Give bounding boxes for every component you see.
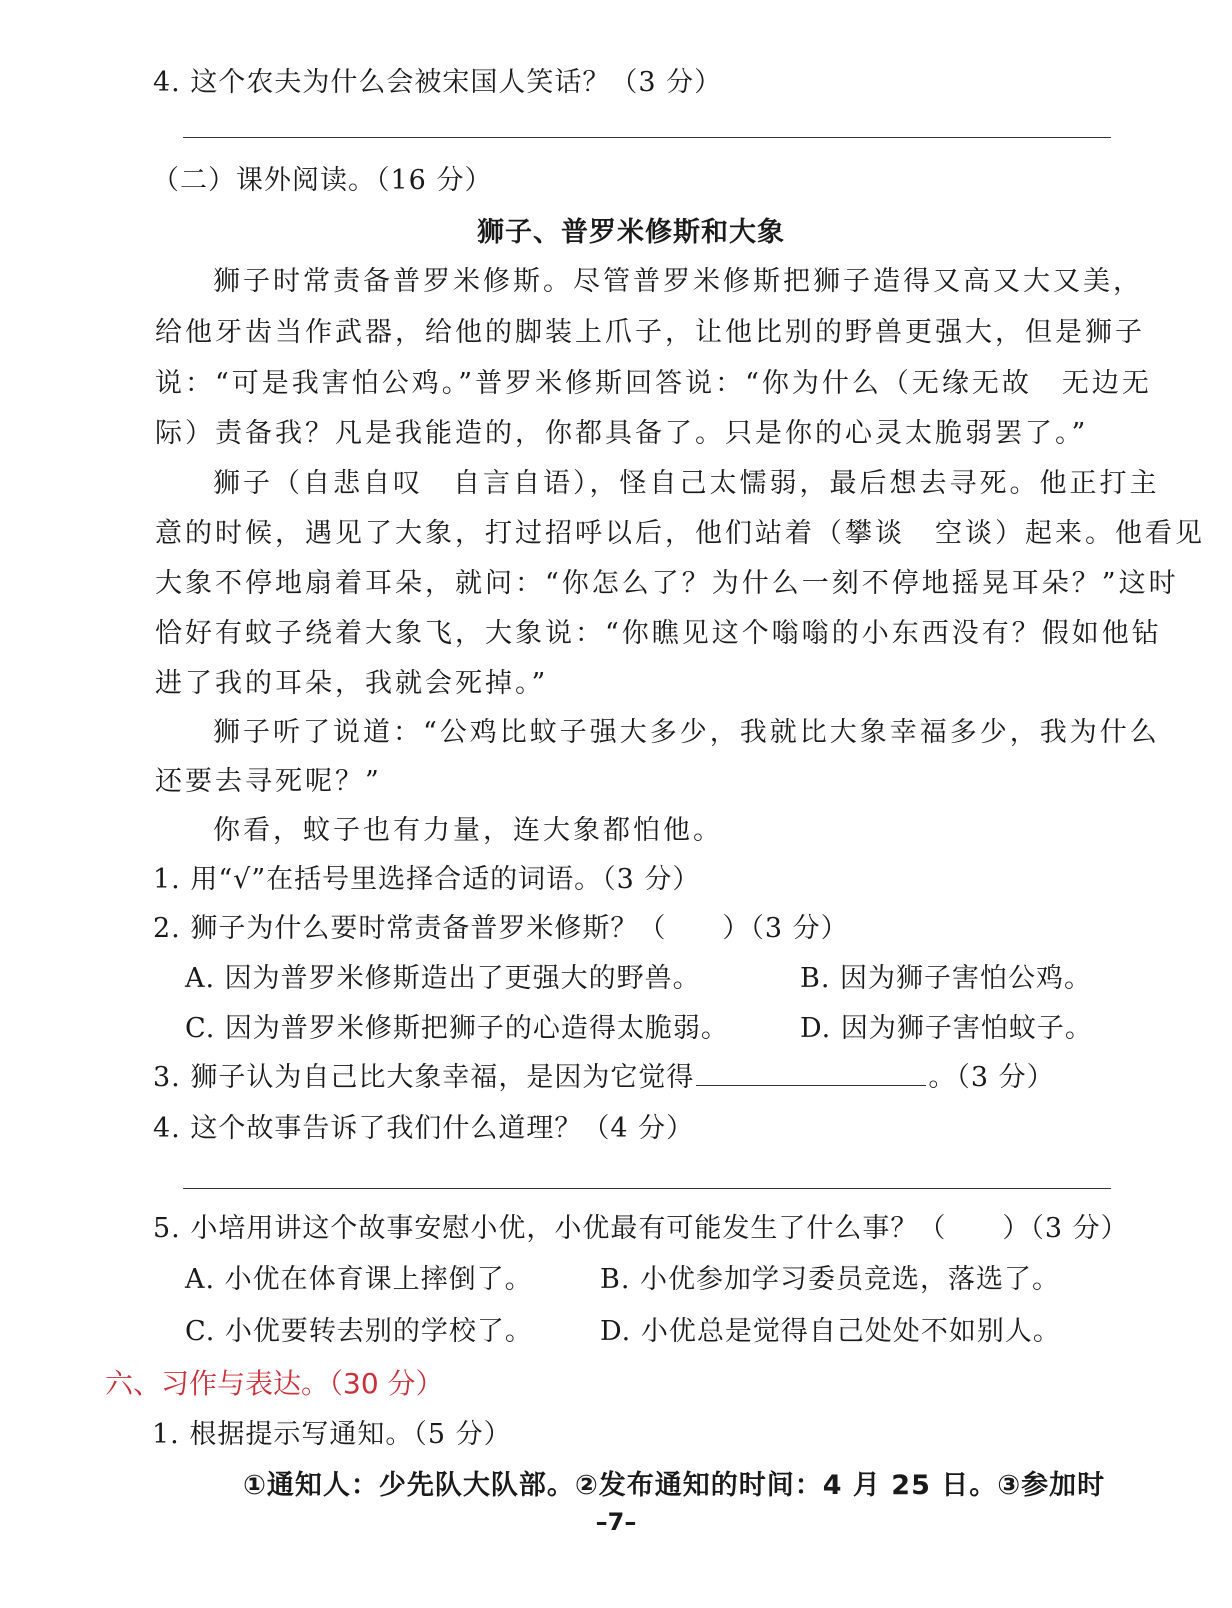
story-line-9: 进了我的耳朵，我就会死掉。” bbox=[155, 668, 549, 699]
section-6-heading: 六、习作与表达。（30 分） bbox=[105, 1367, 444, 1400]
question-2-option-a: A. 因为普罗米修斯造出了更强大的野兽。 bbox=[185, 963, 701, 994]
question-5-option-c: C. 小优要转去别的学校了。 bbox=[185, 1316, 533, 1347]
story-line-7: 大象不停地扇着耳朵，就问：“你怎么了？为什么一刻不停地摇晃耳朵？”这时 bbox=[155, 568, 1179, 599]
section-6-question-1: 1. 根据提示写通知。（5 分） bbox=[152, 1419, 512, 1450]
story-line-5: 狮子（自悲自叹 自言自语），怪自己太懦弱，最后想去寻死。他正打主 bbox=[213, 468, 1160, 499]
question-2-option-b: B. 因为狮子害怕公鸡。 bbox=[800, 963, 1093, 994]
story-title: 狮子、普罗米修斯和大象 bbox=[477, 217, 785, 248]
story-line-10: 狮子听了说道：“公鸡比蚊子强大多少，我就比大象幸福多少，我为什么 bbox=[213, 717, 1160, 748]
story-line-6: 意的时候，遇见了大象，打过招呼以后，他们站着（攀谈 空谈）起来。他看见 bbox=[155, 518, 1205, 549]
story-line-2: 给他牙齿当作武器，给他的脚装上爪子，让他比别的野兽更强大，但是狮子 bbox=[155, 317, 1145, 348]
question-2: 2. 狮子为什么要时常责备普罗米修斯？（ ）（3 分） bbox=[153, 913, 849, 944]
story-line-11: 还要去寻死呢？” bbox=[155, 766, 382, 797]
page-number: –7– bbox=[595, 1508, 637, 1536]
answer-line-q4 bbox=[183, 1188, 1111, 1189]
question-5-option-d: D. 小优总是觉得自己处处不如别人。 bbox=[600, 1316, 1061, 1347]
question-2-option-c: C. 因为普罗米修斯把狮子的心造得太脆弱。 bbox=[185, 1013, 729, 1044]
question-3-blank[interactable] bbox=[696, 1063, 926, 1086]
story-line-8: 恰好有蚊子绕着大象飞，大象说：“你瞧见这个嗡嗡的小东西没有？假如他钻 bbox=[155, 618, 1162, 649]
story-line-1: 狮子时常责备普罗米修斯。尽管普罗米修斯把狮子造得又高又大又美， bbox=[213, 266, 1143, 297]
story-line-12: 你看，蚊子也有力量，连大象都怕他。 bbox=[213, 815, 723, 846]
question-3-suffix: 。（3 分） bbox=[928, 1062, 1055, 1093]
question-4-top: 4. 这个农夫为什么会被宋国人笑话？（3 分） bbox=[153, 67, 723, 98]
question-1: 1. 用“√”在括号里选择合适的词语。（3 分） bbox=[153, 864, 701, 895]
question-3-prefix: 3. 狮子认为自己比大象幸福，是因为它觉得 bbox=[153, 1062, 695, 1093]
story-line-3: 说：“可是我害怕公鸡。”普罗米修斯回答说：“你为什么（无缘无故 无边无 bbox=[155, 368, 1152, 399]
question-3 bbox=[153, 1055, 1055, 1094]
story-line-4: 际）责备我？凡是我能造的，你都具备了。只是你的心灵太脆弱罢了。” bbox=[155, 418, 1089, 449]
answer-line-top bbox=[183, 137, 1111, 138]
question-5-option-b: B. 小优参加学习委员竞选，落选了。 bbox=[600, 1264, 1061, 1295]
section-2-heading: （二）课外阅读。（16 分） bbox=[152, 165, 493, 196]
question-4: 4. 这个故事告诉了我们什么道理？（4 分） bbox=[153, 1113, 695, 1144]
notice-hint: ①通知人：少先队大队部。②发布通知的时间：4 月 25 日。③参加时 bbox=[243, 1470, 1106, 1501]
question-5: 5. 小培用讲这个故事安慰小优，小优最有可能发生了什么事？（ ）（3 分） bbox=[153, 1213, 1129, 1244]
question-2-option-d: D. 因为狮子害怕蚊子。 bbox=[800, 1013, 1093, 1044]
question-5-option-a: A. 小优在体育课上摔倒了。 bbox=[185, 1264, 533, 1295]
